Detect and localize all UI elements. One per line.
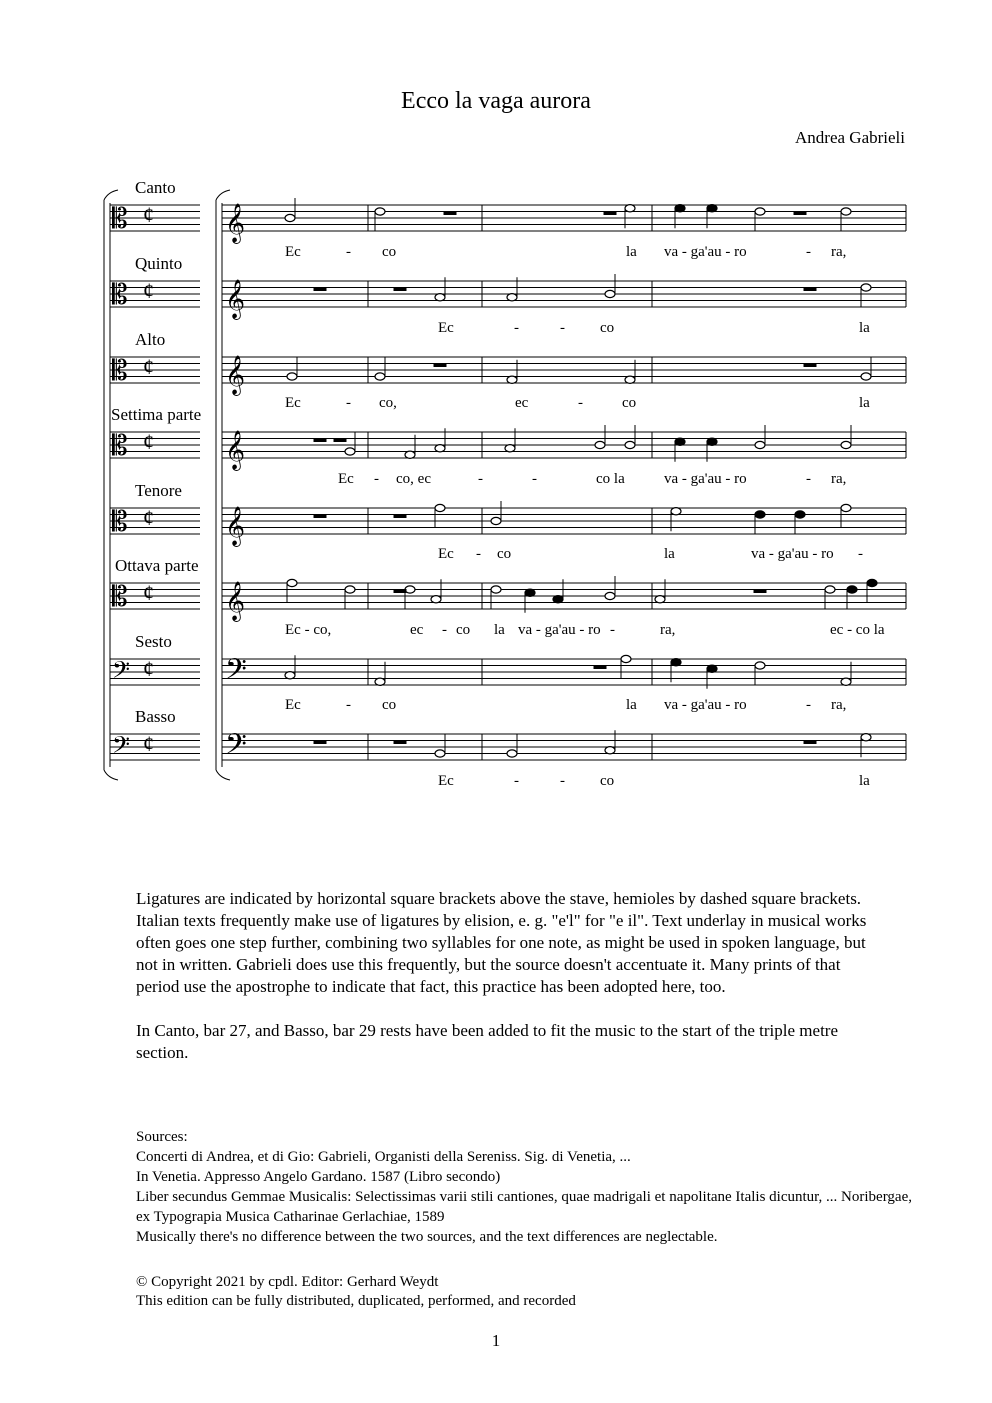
cut-time-icon: ¢ (143, 202, 154, 227)
lyrics-settima-7: va - ga'au - ro (664, 471, 747, 487)
source-line: Musically there's no difference between the two sources, and the text differences are neglectable. (136, 1229, 718, 1245)
c-clef-icon: 𝄡 (112, 431, 128, 462)
rest-icon (434, 364, 446, 367)
lyrics-sesto-2: - (346, 697, 351, 713)
lyrics-canto-6: - (806, 244, 811, 260)
notehead (841, 678, 851, 685)
lyrics-alto-1: Ec (285, 395, 301, 411)
lyrics-ottava-7: - (610, 622, 615, 638)
notehead (841, 441, 851, 448)
lyrics-alto-2: - (346, 395, 351, 411)
note-rests: In Canto, bar 27, and Basso, bar 29 rests have been added to fit the music to the start of the triple metre section. (136, 1021, 838, 1062)
lyrics-ottava-6: va - ga'au - ro (518, 622, 601, 638)
notehead (605, 290, 615, 297)
notehead (285, 672, 295, 679)
rest-icon (394, 515, 406, 518)
source-line: In Venetia. Appresso Angelo Gardano. 1587 (Libro secondo) (136, 1169, 501, 1185)
voice-name-tenore: Tenore (135, 481, 182, 500)
lyrics-sesto-7: ra, (831, 697, 847, 713)
editorial-notes (136, 888, 876, 1064)
lyrics-quinto-2: - (514, 320, 519, 336)
note-ligatures: Ligatures are indicated by horizontal square brackets above the stave, hemioles by dashed square brackets. (136, 889, 862, 908)
rest-icon (394, 590, 406, 593)
lyrics-ottava-3: - (442, 622, 447, 638)
source-line: Liber secundus Gemmae Musicalis: Selectissimas varii stili cantiones, quae madrigali et napolitane Italis dicuntur, ... Noribergae, ex Typograpia Musica Catharinae Gerlachiae, 1589 (136, 1189, 912, 1225)
notehead (505, 445, 515, 452)
notehead (841, 504, 851, 511)
lyrics-ottava-1: Ec - co, (285, 622, 332, 638)
c-clef-icon: 𝄡 (112, 507, 128, 538)
lyrics-sesto-3: co (382, 697, 397, 713)
c-clef-icon: 𝄡 (112, 356, 128, 387)
notehead (287, 373, 297, 380)
lyrics-quinto-5: la (859, 320, 870, 336)
lyrics-canto-2: - (346, 244, 351, 260)
notehead (525, 589, 535, 596)
rest-icon (604, 212, 616, 215)
rest-icon (394, 741, 406, 744)
notehead (287, 579, 297, 586)
lyrics-alto-3: co, (379, 395, 397, 411)
rest-icon (804, 741, 816, 744)
voice-name-sesto: Sesto (135, 632, 172, 651)
voice-name-canto: Canto (135, 178, 176, 197)
notehead (675, 205, 685, 212)
lyrics-basso-3: - (560, 773, 565, 789)
rest-icon (314, 515, 326, 518)
notehead (867, 579, 877, 586)
cut-time-icon: ¢ (143, 731, 154, 756)
lyrics-alto-5: - (578, 395, 583, 411)
notehead (285, 214, 295, 221)
page-title: Ecco la vaga aurora (401, 88, 591, 114)
license-line: This edition can be fully distributed, duplicated, performed, and recorded (136, 1293, 576, 1309)
lyrics-tenore-5: va - ga'au - ro (751, 546, 834, 562)
notehead (507, 750, 517, 757)
lyrics-ottava-5: la (494, 622, 505, 638)
notehead (655, 596, 665, 603)
treble-clef-icon: 𝄞 (225, 583, 246, 620)
notehead (795, 511, 805, 518)
lyrics-basso-2: - (514, 773, 519, 789)
lyrics-ottava-4: co (456, 622, 471, 638)
lyrics-ottava-9: ec - co la (830, 622, 885, 638)
notehead (625, 441, 635, 448)
copyright-block (136, 1273, 836, 1311)
treble-clef-icon: 𝄞 (225, 508, 246, 545)
voice-name-basso: Basso (135, 707, 176, 726)
notehead (707, 665, 717, 672)
lyrics-settima-2: - (374, 471, 379, 487)
notehead (553, 596, 563, 603)
c-clef-icon: 𝄡 (112, 582, 128, 613)
treble-clef-icon: 𝄞 (225, 432, 246, 469)
rest-icon (314, 741, 326, 744)
notehead (825, 586, 835, 593)
lyrics-settima-6: co la (596, 471, 625, 487)
voice-name-ottava: Ottava parte (115, 556, 199, 575)
note-elision: Italian texts frequently make use of ligatures by elision, e. g. "e'l" for "e il". Text underlay in musical works often goes one step further, combining two syllables for one note, as might be used in spoken language, but not in written. Gabrieli does use this frequently, but the source doesn't accentuate it. Many prints of that period use the apostrophe to indicate that fact, this practice has been adopted here, too. (136, 911, 867, 996)
notehead (435, 445, 445, 452)
notehead (345, 586, 355, 593)
lyrics-alto-4: ec (515, 395, 529, 411)
lyrics-tenore-4: la (664, 546, 675, 562)
notehead (491, 586, 501, 593)
f-clef-icon: 𝄢 (112, 733, 131, 764)
lyrics-canto-5: va - ga'au - ro (664, 244, 747, 260)
voice-name-quinto: Quinto (135, 254, 183, 273)
lyrics-quinto-1: Ec (438, 320, 454, 336)
notehead (755, 208, 765, 215)
rest-icon (804, 364, 816, 367)
lyrics-settima-4: - (478, 471, 483, 487)
treble-clef-icon: 𝄞 (225, 281, 246, 318)
composer-name: Andrea Gabrieli (795, 128, 905, 147)
notehead (435, 504, 445, 511)
lyrics-tenore-6: - (858, 546, 863, 562)
notehead (625, 376, 635, 383)
voice-name-alto: Alto (135, 330, 166, 349)
cut-time-icon: ¢ (143, 429, 154, 454)
notehead (507, 294, 517, 301)
lyrics-settima-3: co, ec (396, 471, 431, 487)
notehead (375, 678, 385, 685)
lyrics-canto-1: Ec (285, 244, 301, 260)
rest-icon (444, 212, 456, 215)
rest-icon (794, 212, 806, 215)
notehead (755, 441, 765, 448)
bass-clef-icon: 𝄢 (225, 655, 247, 692)
notehead (345, 448, 355, 455)
sources-block (136, 1127, 926, 1247)
notehead (625, 205, 635, 212)
c-clef-icon: 𝄡 (112, 204, 128, 235)
rest-icon (334, 439, 346, 442)
notehead (435, 294, 445, 301)
lyrics-sesto-5: va - ga'au - ro (664, 697, 747, 713)
lyrics-settima-5: - (532, 471, 537, 487)
notehead (861, 734, 871, 741)
rest-icon (314, 288, 326, 291)
notehead (861, 284, 871, 291)
cut-time-icon: ¢ (143, 505, 154, 530)
lyrics-tenore-1: Ec (438, 546, 454, 562)
cut-time-icon: ¢ (143, 278, 154, 303)
lyrics-ottava-2: ec (410, 622, 424, 638)
notehead (605, 747, 615, 754)
notehead (621, 655, 631, 662)
notehead (847, 586, 857, 593)
notehead (671, 659, 681, 666)
sources-heading: Sources: (136, 1129, 188, 1145)
rest-icon (754, 590, 766, 593)
lyrics-alto-7: la (859, 395, 870, 411)
lyrics-settima-1: Ec (338, 471, 354, 487)
lyrics-quinto-4: co (600, 320, 615, 336)
lyrics-canto-3: co (382, 244, 397, 260)
notehead (671, 508, 681, 515)
page-number: 1 (491, 1331, 501, 1350)
lyrics-canto-7: ra, (831, 244, 847, 260)
lyrics-settima-8: - (806, 471, 811, 487)
bass-clef-icon: 𝄢 (225, 730, 247, 767)
lyrics-ottava-8: ra, (660, 622, 676, 638)
voice-name-settima: Settima parte (111, 405, 202, 424)
system-bracket (104, 190, 118, 780)
notehead (375, 373, 385, 380)
notehead (491, 517, 501, 524)
lyrics-tenore-3: co (497, 546, 512, 562)
copyright-line: © Copyright 2021 by cpdl. Editor: Gerhard Weydt (136, 1274, 439, 1290)
rest-icon (314, 439, 326, 442)
lyrics-sesto-4: la (626, 697, 637, 713)
lyrics-alto-6: co (622, 395, 637, 411)
notehead (841, 208, 851, 215)
rest-icon (804, 288, 816, 291)
cut-time-icon: ¢ (143, 354, 154, 379)
lyrics-sesto-1: Ec (285, 697, 301, 713)
lyrics-quinto-3: - (560, 320, 565, 336)
c-clef-icon: 𝄡 (112, 280, 128, 311)
notehead (861, 373, 871, 380)
cut-time-icon: ¢ (143, 580, 154, 605)
lyrics-basso-4: co (600, 773, 615, 789)
treble-clef-icon: 𝄞 (225, 357, 246, 394)
lyrics-tenore-2: - (476, 546, 481, 562)
notehead (375, 208, 385, 215)
rest-icon (594, 666, 606, 669)
notehead (755, 511, 765, 518)
notehead (431, 596, 441, 603)
cut-time-icon: ¢ (143, 656, 154, 681)
lyrics-basso-5: la (859, 773, 870, 789)
notehead (595, 441, 605, 448)
notehead (507, 376, 517, 383)
lyrics-sesto-6: - (806, 697, 811, 713)
lyrics-basso-1: Ec (438, 773, 454, 789)
notehead (605, 592, 615, 599)
rest-icon (394, 288, 406, 291)
source-line: Concerti di Andrea, et di Gio: Gabrieli, Organisti della Sereniss. Sig. di Venetia, ... (136, 1149, 631, 1165)
notehead (435, 750, 445, 757)
notehead (405, 451, 415, 458)
f-clef-icon: 𝄢 (112, 658, 131, 689)
lyrics-settima-9: ra, (831, 471, 847, 487)
lyrics-canto-4: la (626, 244, 637, 260)
notehead (707, 438, 717, 445)
notehead (707, 205, 717, 212)
notehead (675, 438, 685, 445)
notehead (755, 662, 765, 669)
treble-clef-icon: 𝄞 (225, 205, 246, 242)
